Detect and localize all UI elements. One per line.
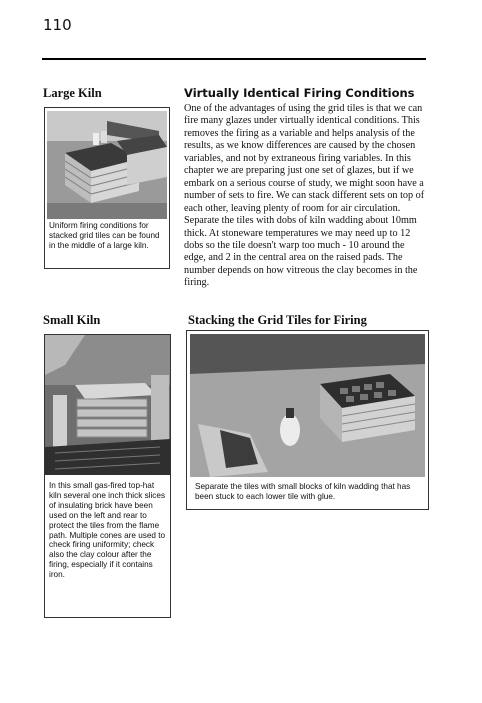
stacking-figure xyxy=(186,330,429,510)
page-number: 110 xyxy=(43,16,72,34)
large-kiln-caption: Uniform firing conditions for stacked grid tiles can be found in the middle of a large kiln. xyxy=(49,221,160,250)
small-kiln-heading: Small Kiln xyxy=(43,313,101,327)
large-kiln-figure xyxy=(44,107,170,269)
stacking-photo xyxy=(190,334,425,477)
small-kiln-figure xyxy=(44,334,171,618)
firing-conditions-heading: Virtually Identical Firing Conditions xyxy=(184,86,415,100)
small-kiln-caption: In this small gas-fired top-hat kiln several one inch thick slices of insulating brick have been used on the left and rear to protect the tiles from the flame path. Multiple cones are used to check firing uniformity; check also the clay colour after the firing, especially if it contains iron. xyxy=(49,481,166,580)
large-kiln-heading: Large Kiln xyxy=(43,86,102,100)
small-kiln-photo xyxy=(45,335,170,475)
firing-conditions-paragraph: One of the advantages of using the grid tiles is that we can fire many glazes under virtually identical conditions. This removes the firing as a variable and helps analysis of the results, as we know differences are caused by the chosen variables, and not by extraneous firing variables. In this chapter we are preparing just one set of glazes, but if we embark on a serious course of study, we might soon have a number of sets to fire. We can stack different sets on top of each other, leaving plenty of room for air circulation. Separate the tiles with dobs of kiln wadding about 10mm thick. At stoneware temperatures we may need up to 12 dobs so the tile doesn't warp too much - 10 around the edge, and 2 in the central area on the raised pads. The number depends on how vitreous the clay becomes in the firing. xyxy=(184,103,425,289)
stacking-caption: Separate the tiles with small blocks of kiln wadding that has been stuck to each lower tile with glue. xyxy=(195,482,411,501)
header-rule xyxy=(42,58,426,60)
stacking-heading: Stacking the Grid Tiles for Firing xyxy=(188,313,367,327)
large-kiln-photo xyxy=(47,111,167,219)
